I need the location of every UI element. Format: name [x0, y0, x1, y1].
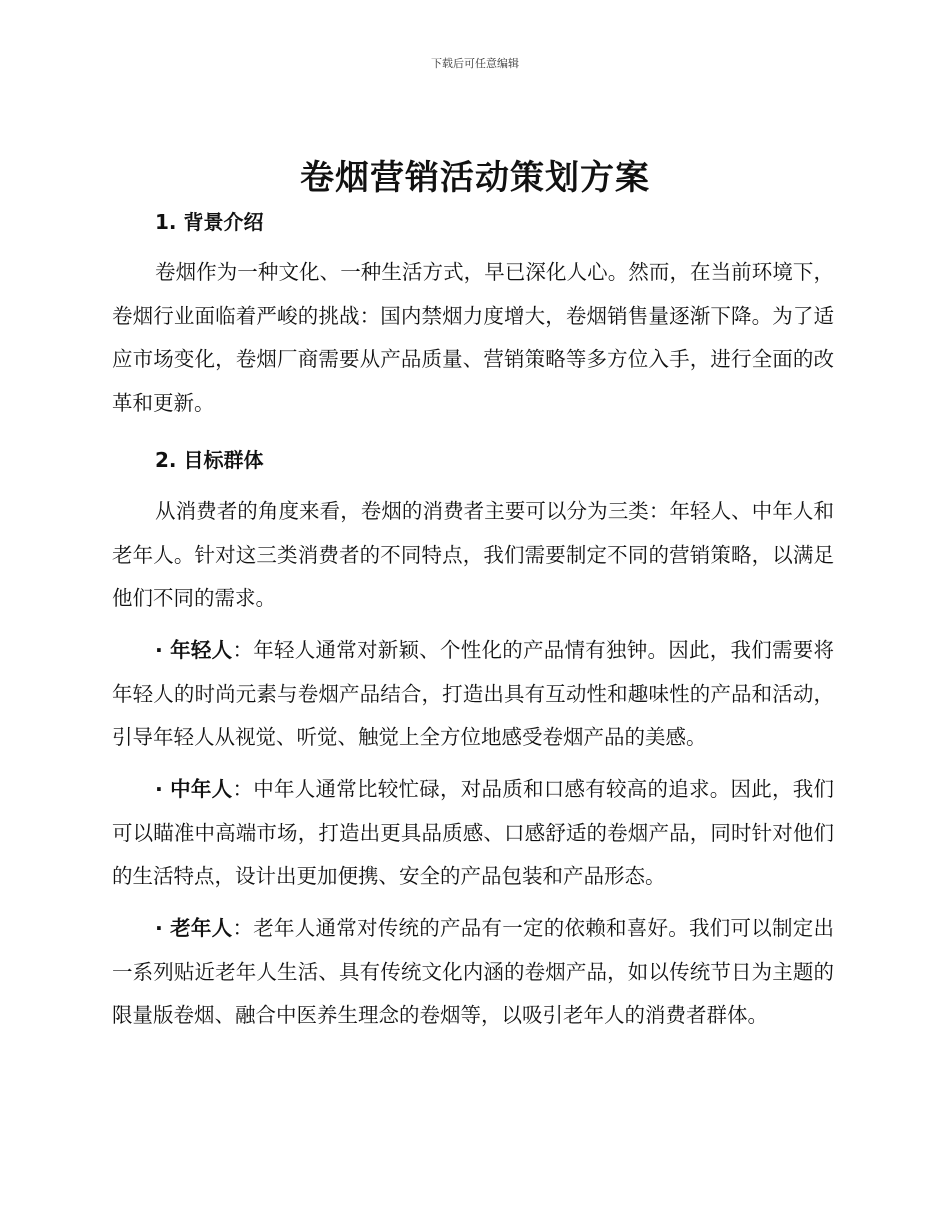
document-title: 卷烟营销活动策划方案 — [300, 158, 650, 198]
bullet-label-middle: · 中年人 — [155, 777, 233, 801]
header-note: 下载后可任意编辑 — [431, 57, 519, 70]
bullet-text-young: ：年轻人通常对新颖、个性化的产品情有独钟。因此，我们需要将年轻人的时尚元素与卷烟产品结合，打造出具有互动性和趣味性的产品和活动，引导年轻人从视觉、听觉、触觉上全方位地感受卷烟产品的美感。 — [112, 638, 834, 749]
bullet-label-elderly: · 老年人 — [155, 916, 233, 940]
bullet-elderly — [112, 907, 834, 1038]
paragraph-target-group: 从消费者的角度来看，卷烟的消费者主要可以分为三类：年轻人、中年人和老年人。针对这三类消费者的不同特点，我们需要制定不同的营销策略，以满足他们不同的需求。 — [112, 499, 834, 610]
bullet-label-young: · 年轻人 — [155, 638, 233, 662]
section-heading-background: 1. 背景介绍 — [155, 210, 264, 234]
paragraph-background: 卷烟作为一种文化、一种生活方式，早已深化人心。然而，在当前环境下，卷烟行业面临着严峻的挑战：国内禁烟力度增大，卷烟销售量逐渐下降。为了适应市场变化，卷烟厂商需要从产品质量、营销策略等多方位入手，进行全面的改革和更新。 — [112, 260, 834, 415]
bullet-young-people — [112, 629, 834, 760]
bullet-text-elderly: ：老年人通常对传统的产品有一定的依赖和喜好。我们可以制定出一系列贴近老年人生活、具有传统文化内涵的卷烟产品，如以传统节日为主题的限量版卷烟、融合中医养生理念的卷烟等，以吸引老年人的消费者群体。 — [112, 916, 834, 1027]
bullet-text-middle: ：中年人通常比较忙碌，对品质和口感有较高的追求。因此，我们可以瞄准中高端市场，打造出更具品质感、口感舒适的卷烟产品，同时针对他们的生活特点，设计出更加便携、安全的产品包装和产品形态。 — [112, 777, 834, 888]
section-heading-target-group: 2. 目标群体 — [155, 448, 264, 472]
bullet-middle-aged — [112, 768, 834, 899]
